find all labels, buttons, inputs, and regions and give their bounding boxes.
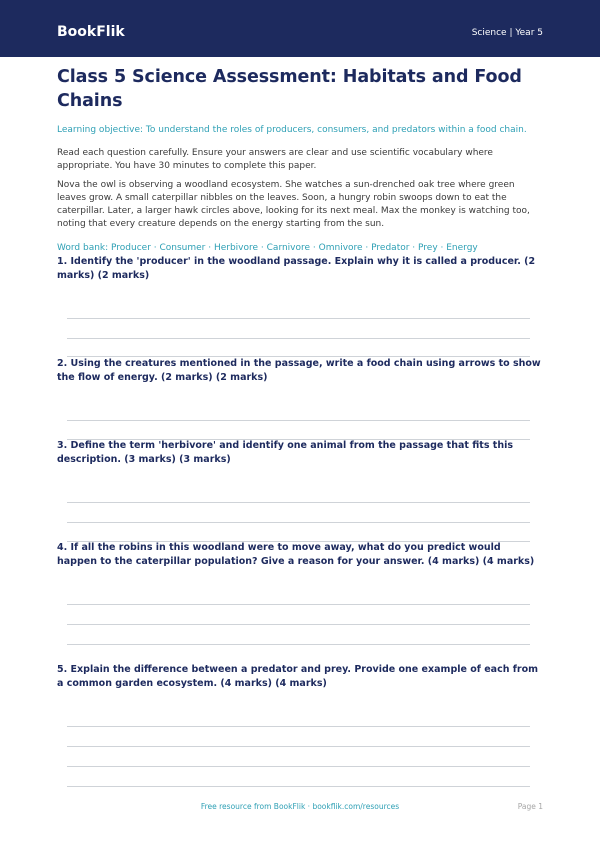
question-2 [57,357,543,385]
answer-line[interactable] [67,522,530,523]
page-number: Page 1 [517,802,543,811]
question-text: 3. Define the term 'herbivore' and identify one animal from the passage that fits this description. (3 marks) (3 marks) [57,440,513,465]
brand-logo: BookFlik [57,24,125,40]
question-text: 1. Identify the 'producer' in the woodland passage. Explain why it is called a producer. (2 marks) (2 marks) [57,256,536,281]
question-text: 4. If all the robins in this woodland were to move away, what do you predict would happen to the caterpillar population? Give a reason for your answer. (4 marks) (4 marks) [57,542,535,567]
instructions: Read each question carefully. Ensure your answers are clear and use scientific vocabulary where appropriate. You have 30 minutes to complete this paper. [57,148,493,171]
reading-passage: Nova the owl is observing a woodland ecosystem. She watches a sun-drenched oak tree where green leaves grow. A small caterpillar nibbles on the leaves. Soon, a hungry robin swoops down to eat the caterpillar. Later, a larger hawk circles above, looking for its next meal. Max the monkey is watching too, noting that every creature depends on the energy starting from the sun. [57,180,530,229]
page-header [0,0,600,57]
learning-objective: Learning objective: To understand the roles of producers, consumers, and predators within a food chain. [57,125,527,135]
question-3 [57,439,543,467]
answer-line[interactable] [67,541,530,542]
answer-line[interactable] [67,439,530,440]
answer-line[interactable] [67,338,530,339]
footer-credit: Free resource from BookFlik · bookflik.com/resources [200,802,400,811]
answer-line[interactable] [67,420,530,421]
question-4 [57,541,543,569]
question-text: 2. Using the creatures mentioned in the passage, write a food chain using arrows to show the flow of energy. (2 marks) (2 marks) [57,358,541,383]
subject-year-label: Science | Year 5 [471,28,543,38]
answer-line[interactable] [67,624,530,625]
intro-section [57,65,543,255]
question-text: 5. Explain the difference between a predator and prey. Provide one example of each from a common garden ecosystem. (4 marks) (4 marks) [57,664,539,689]
question-1 [57,255,543,283]
answer-line[interactable] [67,318,530,319]
page-title: Class 5 Science Assessment: Habitats and Food Chains [57,67,522,111]
answer-line[interactable] [67,356,530,357]
answer-line[interactable] [67,766,530,767]
question-5 [57,663,543,691]
answer-line[interactable] [67,746,530,747]
answer-line[interactable] [67,502,530,503]
answer-line[interactable] [67,604,530,605]
answer-line[interactable] [67,726,530,727]
answer-line[interactable] [67,786,530,787]
word-bank: Word bank: Producer · Consumer · Herbivore · Carnivore · Omnivore · Predator · Prey · Energy [57,243,478,253]
answer-line[interactable] [67,644,530,645]
